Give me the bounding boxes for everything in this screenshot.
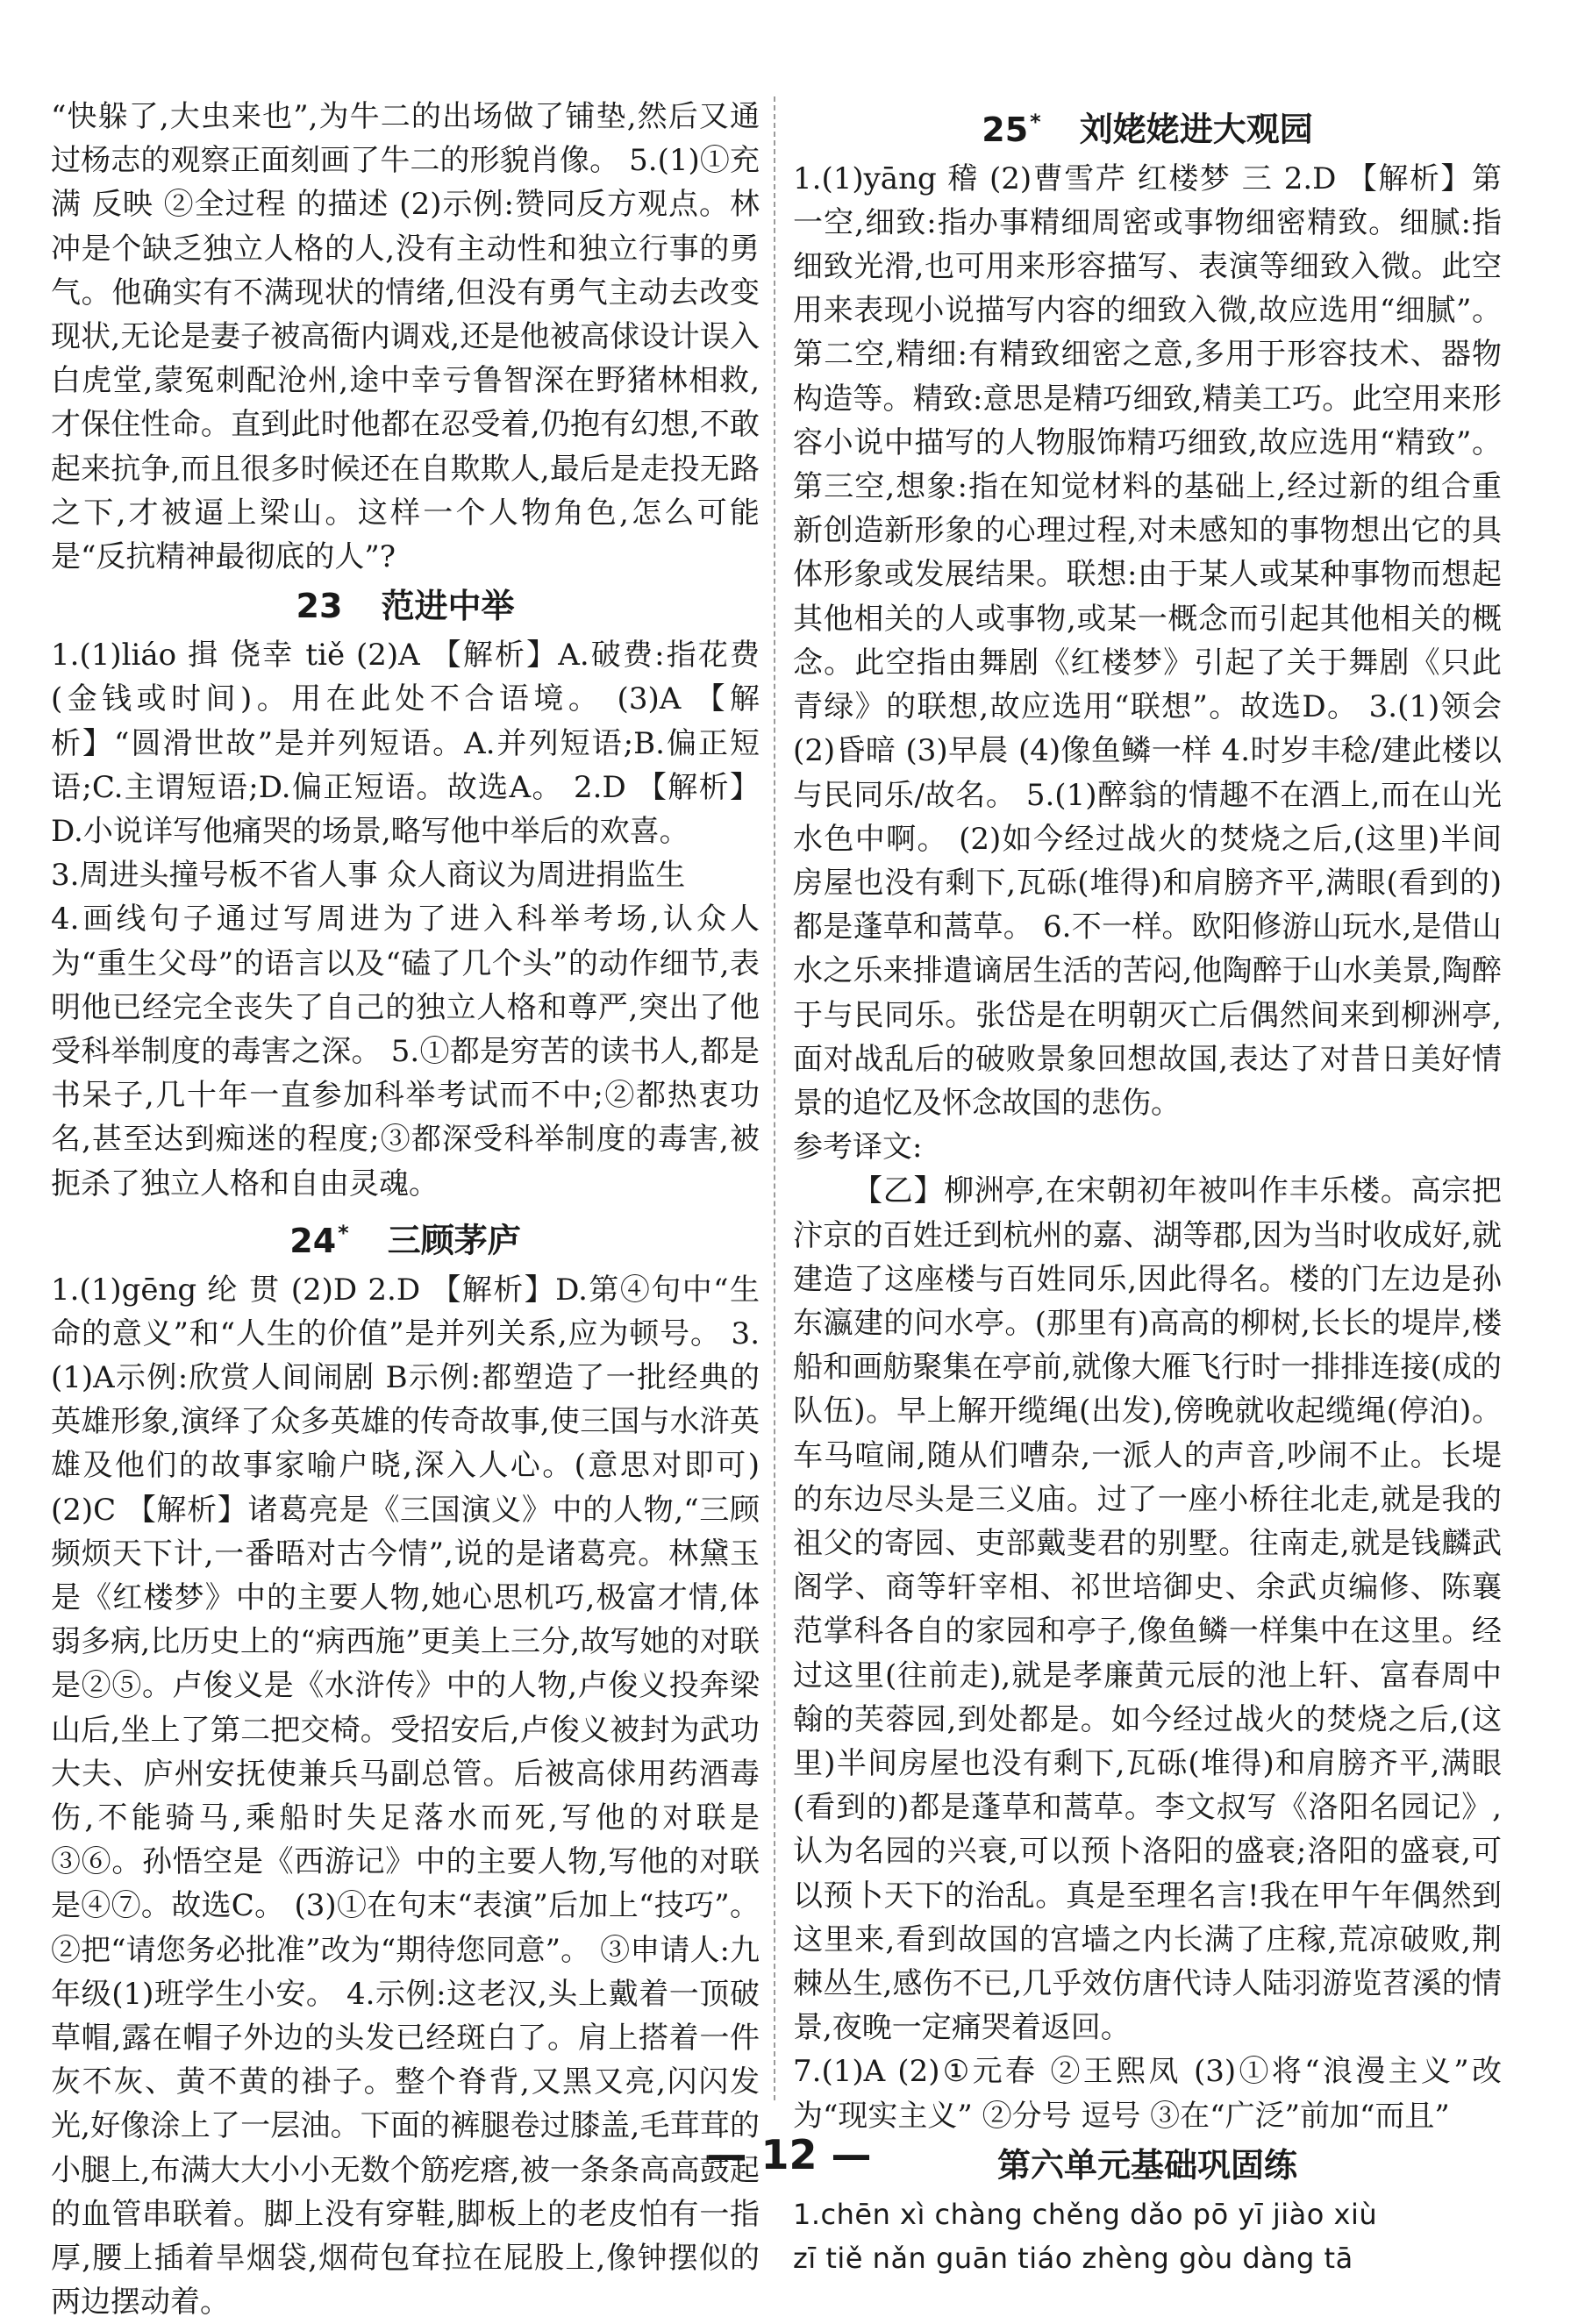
pinyin-answers-line: 1.chēn xì chàng chěng dǎo pō yī jiào xiù	[793, 2197, 1378, 2231]
section-number: 25	[982, 110, 1029, 149]
answer-paragraph: 1.(1)gēng 纶 贯 (2)D 2.D 【解析】D.第④句中“生命的意义”和“人生的价值”是并列关系,应为顿号。 3.(1)A示例:欣赏人间闹剧 B示例:都塑造了一批经典的英雄形象,演绎了众多英雄的传奇故事,使三国与水浒英雄及他们的故事家喻户晓,深入人心。(意思对即可) (2)C 【解析】诸葛亮是《三国演义》中的人物,“三顾频烦天下计,一番晤对古今情”,说的是诸葛亮。林黛玉是《红楼梦》中的主要人物,她心思机巧,极富才情,体弱多病,比历史上的“病西施”更美上三分,故写她的对联是②⑤。卢俊义是《水浒传》中的人物,卢俊义投奔梁山后,坐上了第二把交椅。受招安后,卢俊义被封为武功大夫、庐州安抚使兼兵马副总管。后被高俅用药酒毒伤,不能骑马,乘船时失足落水而死,写他的对联是③⑥。孙悟空是《西游记》中的主要人物,写他的对联是④⑦。故选C。 (3)①在句末“表演”后加上“技巧”。 ②把“请您务必批准”改为“期待您同意”。 ③申请人:九年级(1)班学生小安。 4.示例:这老汉,头上戴着一顶破草帽,露在帽子外边的头发已经斑白了。肩上搭着一件灰不灰、黄不黄的褂子。整个脊背,又黑又亮,闪闪发光,好像涂上了一层油。下面的裤腿卷过膝盖,毛茸茸的小腿上,布满大大小小无数个筋疙瘩,被一条条高高鼓起的血管串联着。脚上没有穿鞋,脚板上的老皮怕有一指厚,腰上插着旱烟袋,烟荷包耷拉在屁股上,像钟摆似的两边摆动着。	[51, 1272, 760, 2320]
optional-star: *	[1030, 110, 1041, 134]
unit-title: 第六单元基础巩固练	[996, 2145, 1297, 2185]
section-title: 刘姥姥进大观园	[1079, 110, 1313, 149]
section-25-heading	[793, 96, 1502, 155]
left-column	[51, 95, 760, 2324]
section-number-wrap	[289, 1222, 348, 1260]
section-number: 24	[289, 1221, 337, 1260]
section-24-heading	[51, 1208, 760, 1266]
section-number-wrap	[982, 110, 1040, 149]
section-title: 范进中举	[381, 587, 515, 626]
section-title: 三顾茅庐	[387, 1221, 521, 1260]
continued-answer: “快躲了,大虫来也”,为牛二的出场做了铺垫,然后又通过杨志的观察正面刻画了牛二的形貌肖像。 5.(1)①充满 反映 ②全过程 的描述 (2)示例:赞同反方观点。林冲是个缺乏独立人格的人,没有主动性和独立行事的勇气。他确实有不满现状的情绪,但没有勇气主动去改变现状,无论是妻子被高衙内调戏,还是他被高俅设计误入白虎堂,蒙冤刺配沧州,途中幸亏鲁智深在野猪林相救,才保住性命。直到此时他都在忍受着,仍抱有幻想,不敢起来抗争,而且很多时候还在自欺欺人,最后是走投无路之下,才被逼上梁山。这样一个人物角色,怎么可能是“反抗精神最彻底的人”?	[51, 99, 760, 575]
answer-paragraph: 4.画线句子通过写周进为了进入科举考场,认众人为“重生父母”的语言以及“磕了几个头”的动作细节,表明他已经完全丧失了自己的独立人格和尊严,突出了他受科举制度的毒害之深。 5.①都是穷苦的读书人,都是书呆子,几十年一直参加科举考试而不中;②都热衷功名,甚至达到痴迷的程度;③都深受科举制度的毒害,被扼杀了独立人格和自由灵魂。	[51, 902, 760, 1201]
answer-paragraph: 7.(1)A (2)①元春 ②王熙凤 (3)①将“浪漫主义”改为“现实主义” ②分号 逗号 ③在“广泛”前加“而且”	[793, 2054, 1502, 2134]
answer-paragraph: 1.(1)yāng 稽 (2)曹雪芹 红楼梦 三 2.D 【解析】第一空,细致:指办事精细周密或事物细密精致。细腻:指细致光滑,也可用来形容描写、表演等细致入微。此空用来表现小说描写内容的细致入微,故应选用“细腻”。第二空,精细:有精致细密之意,多用于形容技术、器物构造等。精致:意思是精巧细致,精美工巧。此空用来形容小说中描写的人物服饰精巧细致,故应选用“精致”。第三空,想象:指在知觉材料的基础上,经过新的组合重新创造新形象的心理过程,对未感知的事物想出它的具体形象或发展结果。联想:由于某人或某种事物而想起其他相关的人或事物,或某一概念而引起其他相关的概念。此空指由舞剧《红楼梦》引起了关于舞剧《只此青绿》的联想,故应选用“联想”。故选D。 3.(1)领会 (2)昏暗 (3)早晨 (4)像鱼鳞一样 4.时岁丰稔/建此楼以与民同乐/故名。 5.(1)醉翁的情趣不在酒上,而在山光水色中啊。 (2)如今经过战火的焚烧之后,(这里)半间房屋也没有剩下,瓦砾(堆得)和肩膀齐平,满眼(看到的)都是蓬草和蒿草。 6.不一样。欧阳修游山玩水,是借山水之乐来排遣谪居生活的苦闷,他陶醉于山水美景,陶醉于与民同乐。张岱是在明朝灭亡后偶然间来到柳洲亭,面对战乱后的破败景象回想故国,表达了对昔日美好情景的追忆及怀念故国的悲伤。	[793, 160, 1502, 1121]
reference-translation: 【乙】柳洲亭,在宋朝初年被叫作丰乐楼。高宗把汴京的百姓迁到杭州的嘉、湖等郡,因为当时收成好,就建造了这座楼与百姓同乐,因此得名。楼的门左边是孙东瀛建的问水亭。(那里有)高高的柳树,长长的堤岸,楼船和画舫聚集在亭前,就像大雁飞行时一排排连接(成的队伍)。早上解开缆绳(出发),傍晚就收起缆绳(停泊)。车马喧闹,随从们嘈杂,一派人的声音,吵闹不止。长堤的东边尽头是三义庙。过了一座小桥往北走,就是我的祖父的寄园、吏部戴斐君的别墅。往南走,就是钱麟武阁学、商等轩宰相、祁世培御史、余武贞编修、陈襄范掌科各自的家园和亭子,像鱼鳞一样集中在这里。经过这里(往前走),就是孝廉黄元辰的池上轩、富春周中翰的芙蓉园,到处都是。如今经过战火的焚烧之后,(这里)半间房屋也没有剩下,瓦砾(堆得)和肩膀齐平,满眼(看到的)都是蓬草和蒿草。李文叔写《洛阳名园记》,认为名园的兴衰,可以预卜洛阳的盛衰;洛阳的盛衰,可以预卜天下的治乱。真是至理名言!我在甲午年偶然到这里来,看到故国的宫墙之内长满了庄稼,荒凉破败,荆棘丛生,感伤不已,几乎效仿唐代诗人陆羽游览苕溪的情景,夜晚一定痛哭着返回。	[793, 1173, 1502, 2046]
section-23-heading	[51, 581, 760, 631]
answer-paragraph: 3.周进头撞号板不省人事 众人商议为周进捐监生	[51, 858, 686, 894]
right-column	[793, 95, 1502, 2280]
optional-star: *	[338, 1220, 349, 1245]
reference-translation-label: 参考译文:	[793, 1130, 923, 1166]
page-number: — 12 —	[706, 2131, 872, 2178]
answer-paragraph: 1.(1)liáo 揖 侥幸 tiě (2)A 【解析】A.破费:指花费(金钱或时间)。用在此处不合语境。 (3)A 【解析】“圆滑世故”是并列短语。A.并列短语;B.偏正短语;C.主谓短语;D.偏正短语。故选A。 2.D 【解析】D.小说详写他痛哭的场景,略写他中举后的欢喜。	[51, 638, 760, 850]
column-divider	[774, 96, 775, 2100]
pinyin-answers-line: zī tiě nǎn guān tiáo zhèng gòu dàng tā	[793, 2242, 1353, 2275]
section-number: 23	[296, 587, 343, 626]
